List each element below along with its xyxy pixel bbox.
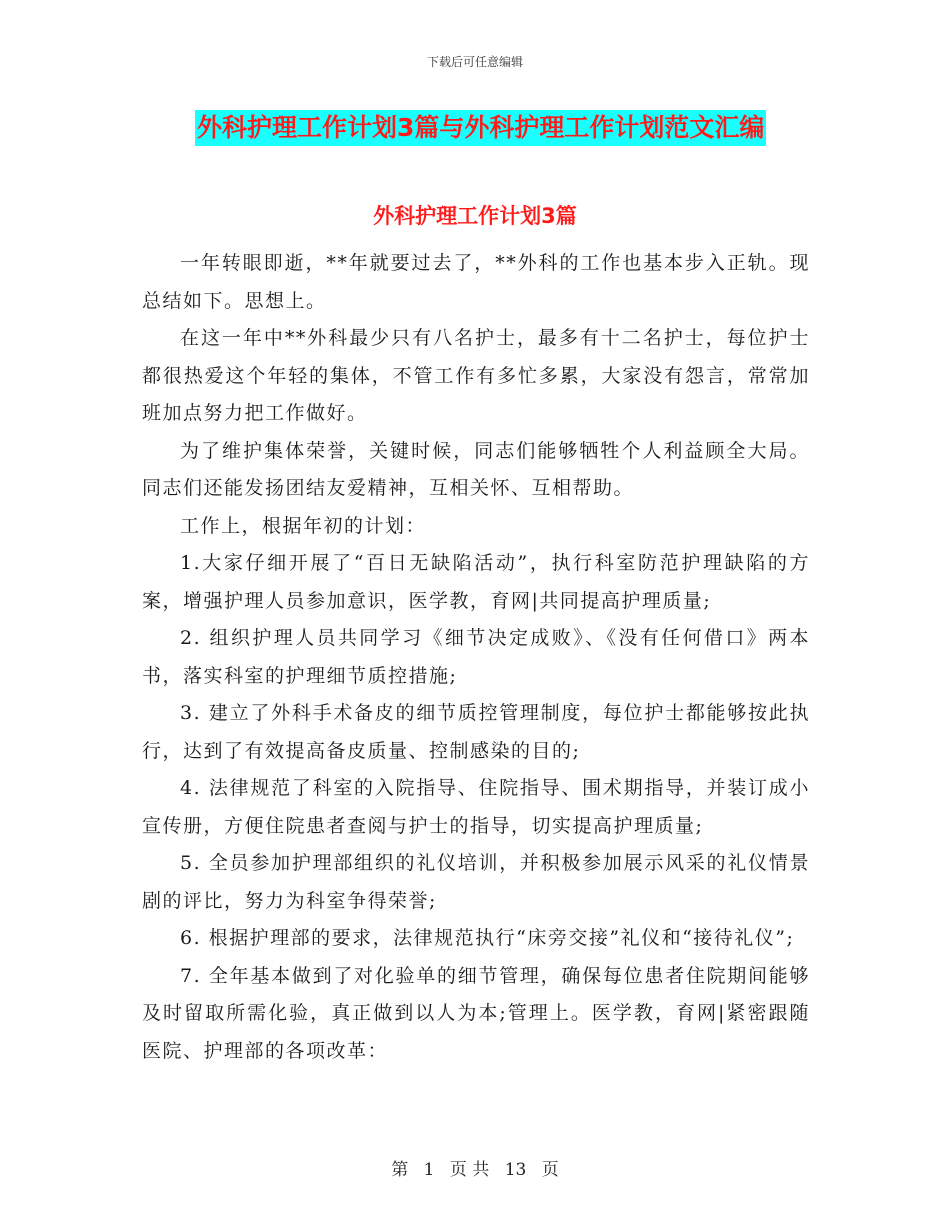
paragraph: 一年转眼即逝，**年就要过去了，**外科的工作也基本步入正轨。现总结如下。思想上。 (142, 252, 810, 312)
document-title (195, 110, 766, 146)
footer-middle: 页 共 (449, 1160, 490, 1180)
page-number: 1 (423, 1160, 435, 1180)
list-item: 1.大家仔细开展了“百日无缺陷活动”，执行科室防范护理缺陷的方案，增强护理人员参加意识，医学教，育网|共同提高护理质量; (142, 552, 810, 612)
paragraph: 为了维护集体荣誉，关键时候，同志们能够牺牲个人利益顾全大局。同志们还能发扬团结友爱精神，互相关怀、互相帮助。 (142, 439, 810, 499)
paragraph: 工作上，根据年初的计划： (180, 514, 427, 537)
page-footer (0, 1155, 950, 1180)
list-item: 4. 法律规范了科室的入院指导、住院指导、围术期指导，并装订成小宣传册，方便住院患者查阅与护士的指导，切实提高护理质量; (142, 777, 810, 837)
document-title-text: 外科护理工作计划3篇与外科护理工作计划范文汇编 (197, 113, 765, 142)
list-item: 6. 根据护理部的要求，法律规范执行“床旁交接”礼仪和“接待礼仪”; (180, 927, 795, 949)
body-text (142, 245, 810, 1070)
section-title: 外科护理工作计划3篇 (373, 204, 577, 228)
footer-suffix: 页 (541, 1160, 559, 1180)
list-item: 2. 组织护理人员共同学习《细节决定成败》、《没有任何借口》两本书，落实科室的护理细节质控措施; (142, 627, 810, 687)
total-pages: 13 (504, 1160, 527, 1180)
paragraph: 在这一年中**外科最少只有八名护士，最多有十二名护士，每位护士都很热爱这个年轻的集体，不管工作有多忙多累，大家没有怨言，常常加班加点努力把工作做好。 (142, 327, 810, 424)
list-item: 3. 建立了外科手术备皮的细节质控管理制度，每位护士都能够按此执行，达到了有效提高备皮质量、控制感染的目的; (142, 702, 810, 762)
footer-prefix: 第 (391, 1160, 409, 1180)
list-item: 5. 全员参加护理部组织的礼仪培训，并积极参加展示风采的礼仪情景剧的评比，努力为科室争得荣誉; (142, 852, 810, 912)
header-note: 下载后可任意编辑 (426, 55, 523, 69)
list-item: 7. 全年基本做到了对化验单的细节管理，确保每位患者住院期间能够及时留取所需化验，真正做到以人为本;管理上。医学教，育网|紧密跟随医院、护理部的各项改革： (142, 964, 810, 1062)
